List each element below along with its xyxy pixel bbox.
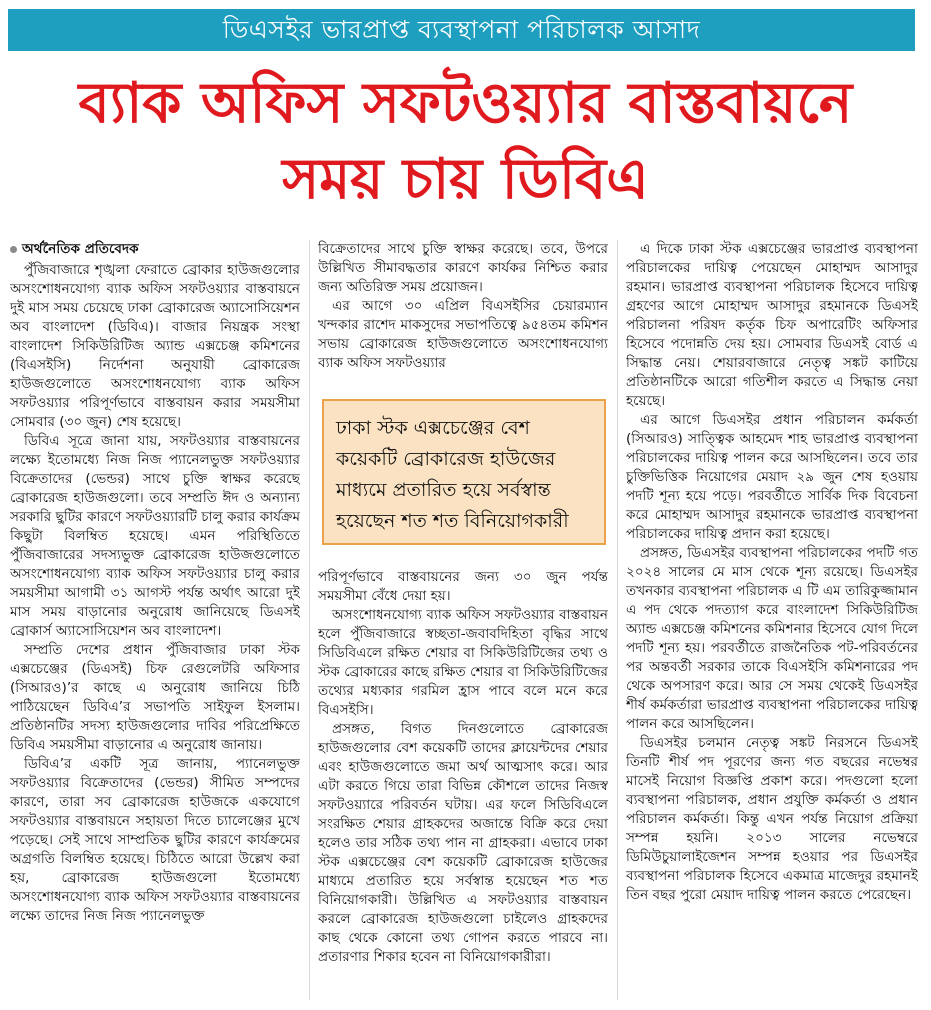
byline-text: অর্থনৈতিক প্রতিবেদক [22, 241, 139, 257]
paragraph: পরিপূর্ণভাবে বাস্তবায়নের জন্য ৩০ জুন পর্যন্ত সময়সীমা বেঁধে দেয়া হয়। [318, 569, 608, 604]
column-divider [617, 240, 618, 1000]
article-column-2-top [318, 240, 608, 380]
paragraph: বিক্রেতাদের সাথে চুক্তি স্বাক্ষর করেছে। তবে, উপরে উল্লিখিত সীমাবদ্ধতার কারণে কার্যকর নিশ্চিত করার জন্য অতিরিক্ত সময় প্রয়োজন। [318, 241, 608, 295]
paragraph: এর আগে ৩০ এপ্রিল বিএসইসির চেয়ারম্যান খন্দকার রাশেদ মাকসুদের সভাপতিত্বে ৯৫৪তম কমিশন সভায় ব্রোকারেজ হাউজগুলোতে অসংশোধনযোগ্য ব্যাক অফিস সফটওয়্যার [318, 298, 608, 371]
headline [8, 66, 923, 218]
paragraph: ডিবিএ’র একটি সূত্র জানায়, প্যানেলভুক্ত সফটওয়্যার বিক্রেতাদের (ভেন্ডর) সীমিত সম্পদের কারণে, তারা সব ব্রোকারেজ হাউজকে একযোগে সফটওয়্যার বাস্তবায়নে সহায়তা দিতে চ্যালেঞ্জের মুখে পড়েছে। সেই সাথে সাম্প্রতিক ছুটির কারণে কার্যক্রমের অগ্রগতি বিলম্বিত হয়েছে। চিঠিতে আরো উল্লেখ করা হয়, ব্রোকারেজ হাউজগুলো ইতোমধ্যে অসংশোধনযোগ্য ব্যাক অফিস সফটওয়্যার বাস্তবায়নের লক্ষ্যে তাদের নিজ নিজ প্যানেলভুক্ত [10, 756, 300, 924]
byline [10, 240, 300, 259]
column-divider [309, 240, 310, 1000]
paragraph: প্রসঙ্গত, ডিএসইর ব্যবস্থাপনা পরিচালকের পদটি গত ২০২৪ সালের মে মাস থেকে শূন্য রয়েছে। ডিএসইর তখনকার ব্যবস্থাপনা পরিচালক এ টি এম তারিকুজ্জামান এ পদ থেকে পদত্যাগ করে বাংলাদেশ সিকিউরিটিজ অ্যান্ড এক্সচেঞ্জ কমিশনের কমিশনার হিসেবে যোগ দিলে পদটি শূন্য হয়। পরবর্তীতে রাজনৈতিক পট-পরিবর্তনের পর অন্তবর্তী সরকার তাকে বিএসইসি কমিশনারের পদ থেকে অপসারণ করে। আর সে সময় থেকেই ডিএসইর শীর্ষ কর্মকর্তারা ভারপ্রাপ্ত ব্যবস্থাপনা পরিচালকের দায়িত্ব পালন করে আসছিলেন। [626, 545, 918, 732]
article-column-1 [10, 240, 300, 1010]
bullet-icon [10, 246, 17, 253]
paragraph: সম্প্রতি দেশের প্রধান পুঁজিবাজার ঢাকা স্টক এক্সচেঞ্জের (ডিএসই) চিফ রেগুলেটরি অফিসার (সিআরও)’র কাছে এ অনুরোধ জানিয়ে চিঠি পাঠিয়েছেন ডিবিএ’র সভাপতি সাইফুল ইসলাম। প্রতিষ্ঠানটির সদস্য হাউজগুলোর দাবির পরিপ্রেক্ষিতে ডিবিএ সময়সীমা বাড়ানোর এ অনুরোধ জানায়। [10, 642, 300, 753]
paragraph: ডিবিএ সূত্রে জানা যায়, সফটওয়্যার বাস্তবায়নের লক্ষ্যে ইতোমধ্যে নিজ নিজ প্যানেলভুক্ত সফটওয়্যার বিক্রেতাদের (ভেন্ডর) সাথে চুক্তি স্বাক্ষর করেছে ব্রোকারেজ হাউজগুলো। তবে সম্প্রতি ঈদ ও অন্যান্য সরকারি ছুটির কারণে সফটওয়্যারটি চালু করার কার্যক্রম কিছুটা বিলম্বিত হয়েছে। এমন পরিস্থিতিতে পুঁজিবাজারের সদস্যভুক্ত ব্রোকারেজ হাউজগুলোতে অসংশোধনযোগ্য ব্যাক অফিস সফটওয়্যার চালু করার সময়সীমা আগামী ৩১ আগস্ট পর্যন্ত অর্থাৎ আরো দুই মাস সময় বাড়ানোর অনুরোধ জানিয়েছে ডিএসই ব্রোকার্স অ্যাসোসিয়েশন অব বাংলাদেশ। [10, 433, 300, 639]
pull-quote: ঢাকা স্টক এক্সচেঞ্জের বেশ কয়েকটি ব্রোকারেজ হাউজের মাধ্যমে প্রতারিত হয়ে সর্বস্বান্ত হয়েছেন শত শত বিনিয়োগকারী [322, 399, 606, 545]
paragraph: প্রসঙ্গত, বিগত দিনগুলোতে ব্রোকারেজ হাউজগুলোর বেশ কয়েকটি তাদের ক্লায়েন্টদের শেয়ার এবং হাউজগুলোতে জমা অর্থ আত্মসাৎ করে। আর এটা করতে গিয়ে তারা বিভিন্ন কৌশলে তাদের নিজস্ব সফটওয়্যারে পরিবর্তন ঘটায়। এর ফলে সিডিবিএলে সংরক্ষিত শেয়ার গ্রাহকদের অজান্তে বিক্রি করে দেয়া হলেও তার সঠিক তথ্য পান না গ্রাহকরা। এভাবে ঢাকা স্টক এক্সচেঞ্জের বেশ কয়েকটি ব্রোকারেজ হাউজের মাধ্যমে প্রতারিত হয়ে সর্বস্বান্ত হয়েছেন শত শত বিনিয়োগকারী। উল্লিখিত এ সফটওয়্যার বাস্তবায়ন করলে ব্রোকারেজ হাউজগুলো চাইলেও গ্রাহকদের কাছ থেকে কোনো তথ্য গোপন করতে পারবে না। প্রতারণার শিকার হবেন না বিনিয়োগকারীরা। [318, 721, 608, 965]
paragraph: এ দিকে ঢাকা স্টক এক্সচেঞ্জের ভারপ্রাপ্ত ব্যবস্থাপনা পরিচালকের দায়িত্ব পেয়েছেন মোহাম্মদ আসাদুর রহমান। ভারপ্রাপ্ত ব্যবস্থাপনা পরিচালক হিসেবে দায়িত্ব গ্রহণের আগে মোহাম্মদ আসাদুর রহমানকে ডিএসই পরিচালনা পরিষদ কর্তৃক চিফ অপারেটিং অফিসার হিসেবে পদোন্নতি দেয় হয়। সোমবার ডিএসই বোর্ড এ সিদ্ধান্ত নেয়। শেয়ারবাজারে নেতৃত্ব সঙ্কট কাটিয়ে প্রতিষ্ঠানটিকে আরো গতিশীল করতে এ সিদ্ধান্ত নেয়া হয়েছে। [626, 241, 918, 409]
paragraph: এর আগে ডিএসইর প্রধান পরিচালন কর্মকর্তা (সিআরও) সাত্ত্বিক আহমেদ শাহ ভারপ্রাপ্ত ব্যবস্থাপনা পরিচালকের দায়িত্ব পালন করে আসছিলেন। তবে তার চুক্তিভিত্তিক নিয়োগের মেয়াদ ২৯ জুন শেষ হওয়ায় পদটি শূন্য হয়ে পড়ে। পরবর্তীতে সার্বিক দিক বিবেচনা করে মোহাম্মদ আসাদুর রহমানকে ভারপ্রাপ্ত ব্যবস্থাপনা পরিচালকের দায়িত্ব প্রদান করা হয়েছে। [626, 412, 918, 542]
kicker-banner: ডিএসইর ভারপ্রাপ্ত ব্যবস্থাপনা পরিচালক আসাদ [8, 9, 915, 51]
paragraph: ডিএসইর চলমান নেতৃত্ব সঙ্কট নিরসনে ডিএসই তিনটি শীর্ষ পদ পূরণের জন্য গত বছরের নভেম্বর মাসেই নিয়োগ বিজ্ঞপ্তি প্রকাশ করে। পদগুলো হলো ব্যবস্থাপনা পরিচালক, প্রধান প্রযুক্তি কর্মকর্তা ও প্রধান পরিচালন কর্মকর্তা। কিন্তু এখন পর্যন্ত নিয়োগ প্রক্রিয়া সম্পন্ন হয়নি। ২০১৩ সালের নভেম্বরে ডিমিউচুয়ালাইজেশন সম্পন্ন হওয়ার পর ডিএসইর ব্যবস্থাপনা পরিচালক হিসেবে একমাত্র মাজেদুর রহমানই তিন বছর পুরো মেয়াদ দায়িত্ব পালন করতে পেরেছেন। [626, 735, 918, 903]
article-column-2-bottom [318, 568, 608, 1008]
paragraph: অসংশোধনযোগ্য ব্যাক অফিস সফটওয়্যার বাস্তবায়ন হলে পুঁজিবাজারে স্বচ্ছতা-জবাবদিহিতা বৃদ্ধির সাথে সিডিবিএলে রক্ষিত শেয়ার বা সিকিউরিটিজের তথ্য ও স্টক ব্রোকারের কাছে রক্ষিত শেয়ার বা সিকিউরিটিজের তথ্যের মধ্যকার গরমিল হ্রাস পাবে বলে মনে করে বিএসইসি। [318, 607, 608, 718]
headline-line-1: ব্যাক অফিস সফটওয়্যার বাস্তবায়নে [78, 71, 853, 136]
headline-line-2: সময় চায় ডিবিএ [282, 147, 649, 212]
paragraph: পুঁজিবাজারে শৃঙ্খলা ফেরাতে ব্রোকার হাউজগুলোর অসংশোধনযোগ্য ব্যাক অফিস সফটওয়্যার বাস্তবায়নে দুই মাস সময় চেয়েছে ঢাকা ব্রোকারেজ অ্যাসোসিয়েশন অব বাংলাদেশ (ডিবিএ)। বাজার নিয়ন্ত্রক সংস্থা বাংলাদেশ সিকিউরিটিজ অ্যান্ড এক্সচেঞ্জ কমিশনের (বিএসইসি) নির্দেশনা অনুযায়ী ব্রোকারেজ হাউজগুলোতে অসংশোধনযোগ্য ব্যাক অফিস সফটওয়্যার পরিপূর্ণভাবে বাস্তবায়ন করার সময়সীমা সোমবার (৩০ জুন) শেষ হয়েছে। [10, 262, 300, 430]
article-column-3 [626, 240, 918, 1010]
